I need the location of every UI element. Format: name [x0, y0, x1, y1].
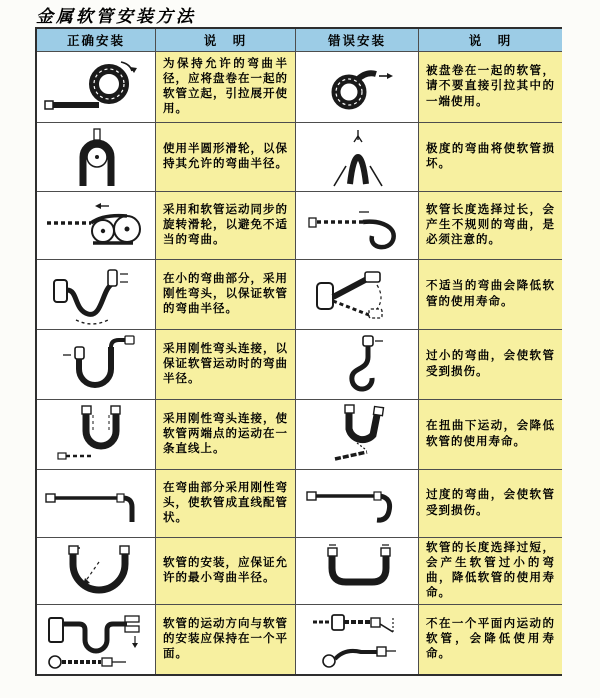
improper-bend-fittings-icon — [307, 265, 407, 325]
table-row-2-correct-image — [37, 123, 156, 192]
table-row-9-wrong-desc: 不在一个平面内运动的软管，会降低使用寿命。 — [419, 605, 562, 674]
table-row-2-wrong-image — [296, 123, 419, 192]
header-correct-installation: 正确安装 — [37, 29, 156, 52]
installation-methods-table — [35, 27, 562, 676]
table-row-8-correct-image — [37, 538, 156, 605]
table-row-5-correct-image — [37, 330, 156, 400]
header-description-1: 说 明 — [156, 29, 296, 52]
straight-piping-elbow-icon — [41, 474, 151, 534]
table-row-1-wrong-desc: 被盘卷在一起的软管，请不要直接引拉其中的一端使用。 — [419, 52, 562, 123]
single-plane-trap-icon — [41, 608, 151, 672]
table-row-4-wrong-image — [296, 260, 419, 330]
header-wrong-installation: 错误安装 — [296, 29, 419, 52]
table-row-1-correct-desc: 为保持允许的弯曲半径，应将盘卷在一起的软管立起，引拉展开使用。 — [156, 52, 296, 123]
table-row-1-wrong-image — [296, 52, 419, 123]
table-row-7-wrong-desc: 过度的弯曲，会使软管受到损伤。 — [419, 470, 562, 538]
table-row-9-correct-desc: 软管的运动方向与软管的安装应保持在一个平面。 — [156, 605, 296, 674]
table-row-6-correct-desc: 采用刚性弯头连接，使软管两端点的运动在一条直线上。 — [156, 400, 296, 470]
page-title: 金属软管安装方法 — [36, 7, 196, 26]
table-row-2-correct-desc: 使用半圆形滑轮，以保持其允许的弯曲半径。 — [156, 123, 296, 192]
table-row-9-wrong-image — [296, 605, 419, 674]
over-bent-piping-icon — [302, 474, 412, 534]
table-row-6-wrong-desc: 在扭曲下运动，会降低软管的使用寿命。 — [419, 400, 562, 470]
rotating-pulleys-icon — [41, 196, 151, 256]
overlong-hose-loop-icon — [305, 196, 410, 256]
u-hose-inline-icon — [46, 403, 146, 467]
semicircular-pulley-icon — [51, 126, 141, 188]
out-of-plane-pieces-icon — [305, 608, 410, 672]
table-row-3-correct-desc: 采用和软管运动同步的旋转滑轮，以避免不适当的弯曲。 — [156, 192, 296, 260]
too-small-bend-hook-icon — [312, 333, 402, 397]
table-row-6-wrong-image — [296, 400, 419, 470]
table-row-4-correct-desc: 在小的弯曲部分，采用刚性弯头，以保证软管的弯曲半径。 — [156, 260, 296, 330]
rigid-elbow-small-bend-icon — [46, 264, 146, 326]
table-row-3-correct-image — [37, 192, 156, 260]
table-row-3-wrong-image — [296, 192, 419, 260]
table-row-6-correct-image — [37, 400, 156, 470]
header-description-2: 说 明 — [419, 29, 562, 52]
extreme-bend-hose-icon — [312, 126, 402, 188]
table-row-3-wrong-desc: 软管长度选择过长，会产生不规则的弯曲，是必须注意的。 — [419, 192, 562, 260]
table-row-7-wrong-image — [296, 470, 419, 538]
table-row-5-correct-desc: 采用刚性弯头连接，以保证软管运动时的弯曲半径。 — [156, 330, 296, 400]
coiled-hose-pulled-icon — [307, 57, 407, 117]
too-short-hose-u-icon — [302, 540, 412, 602]
coiled-hose-standing-icon — [41, 55, 151, 119]
table-row-4-wrong-desc: 不适当的弯曲会降低软管的使用寿命。 — [419, 260, 562, 330]
table-row-2-wrong-desc: 极度的弯曲将使软管损坏。 — [419, 123, 562, 192]
table-row-9-correct-image — [37, 605, 156, 674]
table-row-1-correct-image — [37, 52, 156, 123]
rigid-elbow-hook-icon — [51, 333, 141, 397]
table-row-8-wrong-desc: 软管的长度选择过短，会产生软管过小的弯曲，降低软管的使用寿命。 — [419, 538, 562, 605]
table-row-4-correct-image — [37, 260, 156, 330]
min-bend-radius-u-icon — [41, 540, 151, 602]
u-hose-twisted-icon — [307, 403, 407, 467]
table-row-8-correct-desc: 软管的安装，应保证允许的最小弯曲半径。 — [156, 538, 296, 605]
table-row-8-wrong-image — [296, 538, 419, 605]
table-row-5-wrong-image — [296, 330, 419, 400]
table-row-7-correct-desc: 在弯曲部分采用刚性弯头，使软管成直线配管状。 — [156, 470, 296, 538]
table-row-7-correct-image — [37, 470, 156, 538]
table-row-5-wrong-desc: 过小的弯曲，会使软管受到损伤。 — [419, 330, 562, 400]
